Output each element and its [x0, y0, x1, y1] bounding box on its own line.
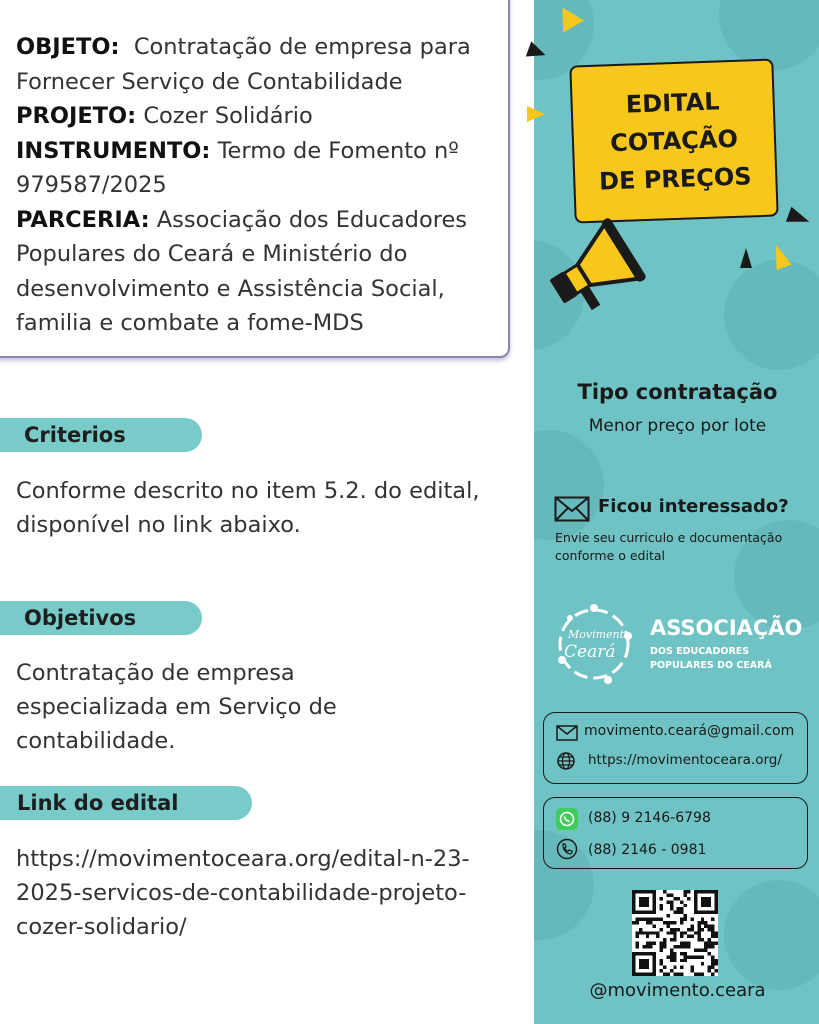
link-heading: Link do edital [0, 786, 252, 820]
parceria-label: PARCERIA: [16, 206, 150, 233]
phone-icon [556, 838, 578, 860]
interesse-line-2: conforme o edital [555, 548, 666, 563]
social-handle[interactable]: @movimento.ceara [589, 980, 766, 1001]
whatsapp-number[interactable]: (88) 9 2146-6798 [588, 810, 711, 826]
association-name: ASSOCIAÇÃO [650, 616, 803, 640]
phone-number[interactable]: (88) 2146 - 0981 [588, 842, 707, 858]
projeto-label: PROJETO: [16, 103, 137, 129]
objetivos-text: Contratação de empresa especializada em Serviço de contabilidade. [16, 660, 337, 754]
envelope-icon [556, 725, 578, 741]
objetivos-heading: Objetivos [0, 601, 202, 635]
whatsapp-icon [556, 808, 578, 830]
criterios-text: Conforme descrito no item 5.2. do edital, disponível no link abaixo. [16, 478, 480, 538]
instrumento-text: Termo de Fomento nº 979587/2025 [16, 137, 459, 198]
instrumento-label: INSTRUMENTO: [16, 137, 211, 164]
tipo-value: Menor preço por lote [588, 416, 767, 436]
email-link[interactable]: movimento.ceará@gmail.com [584, 723, 795, 739]
edital-banner [569, 58, 778, 223]
details-text [16, 30, 496, 341]
qr-code[interactable] [632, 890, 718, 976]
website-link[interactable]: https://movimentoceara.org/ [588, 752, 782, 768]
objeto-label: OBJETO: [16, 34, 120, 60]
contact-box-web [543, 712, 808, 784]
banner-line-3: DE PREÇOS [598, 162, 752, 196]
logo-script-1: Movimento [568, 628, 631, 641]
association-sub-1: DOS EDUCADORES [650, 646, 750, 657]
globe-icon [556, 751, 576, 771]
edital-link[interactable]: https://movimentoceara.org/edital-n-23-2025-servicos-de-contabilidade-projeto-cozer-solidario/ [16, 846, 470, 940]
deco-triangle [740, 248, 752, 268]
contact-box-phone [543, 797, 808, 869]
banner-line-2: COTAÇÃO [609, 124, 739, 158]
interesse-line-1: Envie seu curriculo e documentação [555, 530, 783, 545]
objeto-text: Contratação de empresa para Fornecer Serviço de Contabilidade [16, 34, 471, 95]
interesse-title: Ficou interessado? [598, 496, 789, 517]
logo-script-2: Ceará [564, 642, 616, 662]
tipo-title: Tipo contratação [577, 380, 778, 404]
association-sub-2: POPULARES DO CEARÁ [650, 660, 772, 671]
envelope-icon [554, 496, 590, 522]
banner-line-1: EDITAL [625, 87, 720, 119]
parceria-text: Associação dos Educadores Populares do Ceará e Ministério do desenvolvimento e Assistência Social, familia e combate a fome-MDS [16, 206, 468, 336]
megaphone-icon [540, 218, 650, 318]
projeto-text: Cozer Solidário [143, 103, 313, 129]
criterios-heading: Criterios [0, 418, 202, 452]
deco-triangle [527, 106, 545, 122]
